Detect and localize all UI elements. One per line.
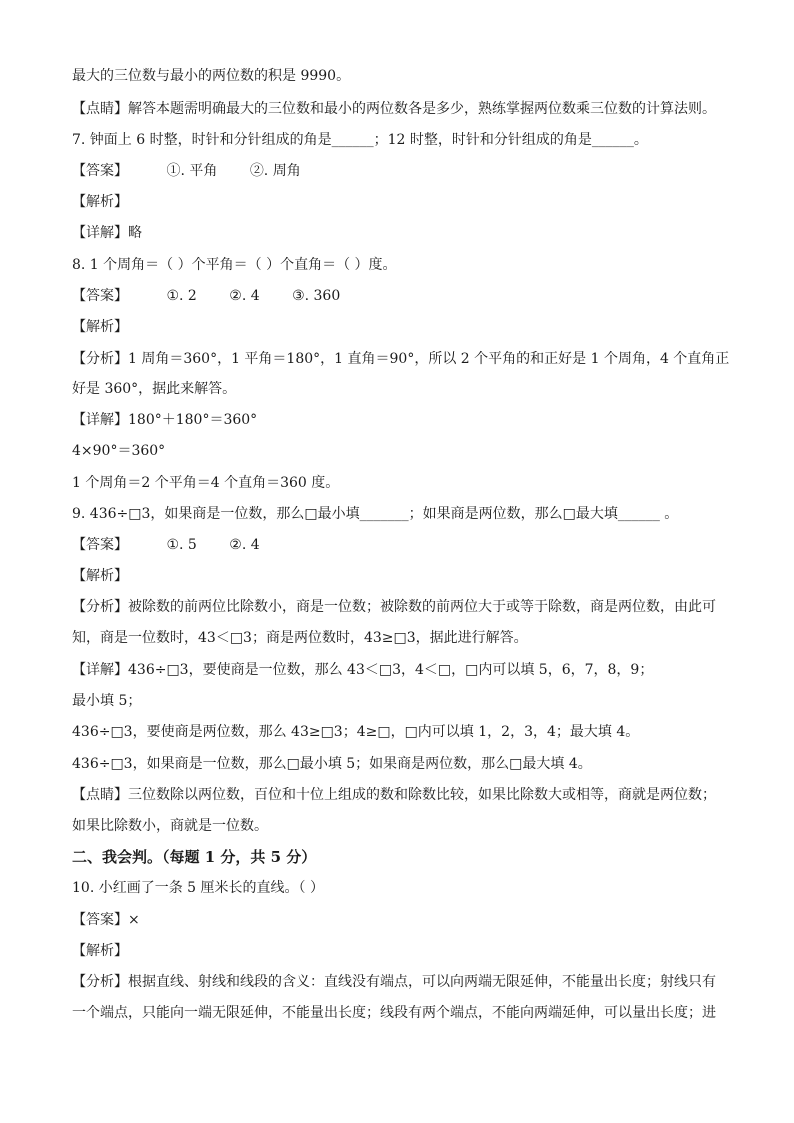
answer-line-9 xyxy=(72,536,732,554)
analysis-line: 【分析】被除数的前两位比除数小，商是一位数；被除数的前两位大于或等于除数，商是两位数，由此可 xyxy=(72,599,716,615)
answer-label: 【答案】 xyxy=(72,288,128,304)
detail-line: 4×90°＝360° xyxy=(72,443,166,459)
answer-line-8 xyxy=(72,287,732,305)
analysis-line: 【分析】根据直线、射线和线段的含义：直线没有端点，可以向两端无限延伸，不能量出长度；射线只有 xyxy=(72,974,716,990)
answer-label: 【答案】 xyxy=(72,537,128,553)
analysis-line: 【分析】1 周角＝360°，1 平角＝180°，1 直角＝90°，所以 2 个平角的和正好是 1 个周角，4 个直角正 xyxy=(72,351,730,367)
answer-label: 【答案】 xyxy=(72,163,128,179)
question-10: 10. 小红画了一条 5 厘米长的直线。（ ） xyxy=(72,880,324,896)
analysis-label: 【解析】 xyxy=(72,194,128,210)
answer-option: ①. 5 xyxy=(166,537,197,553)
analysis-line: 知，商是一位数时，43＜□3；商是两位数时，43≥□3，据此进行解答。 xyxy=(72,630,528,646)
text-line: 最大的三位数与最小的两位数的积是 9990。 xyxy=(72,68,351,84)
question-8: 8. 1 个周角＝（ ）个平角＝（ ）个直角＝（ ）度。 xyxy=(72,257,397,273)
detail-line: 1 个周角＝2 个平角＝4 个直角＝360 度。 xyxy=(72,475,340,491)
detail-line: 最小填 5； xyxy=(72,693,142,709)
detail-line: 【详解】180°＋180°＝360° xyxy=(72,412,258,428)
detail-line: 【详解】略 xyxy=(72,225,142,241)
answer-option: ②. 4 xyxy=(229,537,260,553)
tip-line: 【点睛】三位数除以两位数，百位和十位上组成的数和除数比较，如果比除数大或相等，商就是两位数； xyxy=(72,787,716,803)
tip-line: 如果比除数小，商就是一位数。 xyxy=(72,818,268,834)
answer-option: ③. 360 xyxy=(292,288,341,304)
detail-line: 436÷□3，要使商是两位数，那么 43≥□3；4≥□，□内可以填 1，2，3，4；最大填 4。 xyxy=(72,724,640,740)
answer-line-10: 【答案】× xyxy=(72,912,140,928)
answer-option: ①. 平角 xyxy=(166,163,218,179)
analysis-label: 【解析】 xyxy=(72,943,128,959)
answer-option: ①. 2 xyxy=(166,288,197,304)
answer-line-7 xyxy=(72,162,732,180)
detail-line: 【详解】436÷□3，要使商是一位数，那么 43＜□3，4＜□，□内可以填 5，6，7，8，9； xyxy=(72,662,654,678)
section-heading: 二、我会判。（每题 1 分，共 5 分） xyxy=(72,848,317,866)
answer-option: ②. 4 xyxy=(229,288,260,304)
detail-line: 436÷□3，如果商是一位数，那么□最小填 5；如果商是两位数，那么□最大填 4。 xyxy=(72,756,592,772)
analysis-label: 【解析】 xyxy=(72,568,128,584)
question-9: 9. 436÷□3，如果商是一位数，那么□最小填_______；如果商是两位数，那么□最大填______ 。 xyxy=(72,506,679,522)
analysis-label: 【解析】 xyxy=(72,319,128,335)
analysis-line: 一个端点，只能向一端无限延伸，不能量出长度；线段有两个端点，不能向两端延伸，可以量出长度；进 xyxy=(72,1005,716,1021)
tip-line: 【点睛】解答本题需明确最大的三位数和最小的两位数各是多少，熟练掌握两位数乘三位数的计算法则。 xyxy=(72,101,716,117)
analysis-line: 好是 360°，据此来解答。 xyxy=(72,381,237,397)
question-7: 7. 钟面上 6 时整，时针和分针组成的角是______；12 时整，时针和分针组成的角是______。 xyxy=(72,132,648,148)
answer-option: ②. 周角 xyxy=(249,163,301,179)
